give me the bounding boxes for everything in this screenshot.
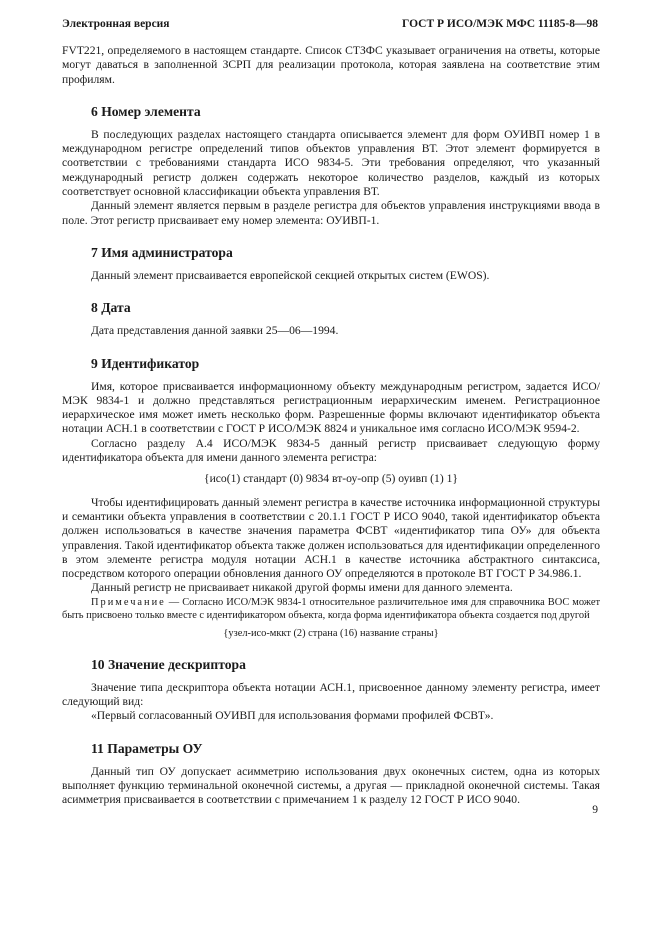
note-text: — Согласно ИСО/МЭК 9834-1 относительное различительное имя для справочника ВОС может быть присвоено только вместе с идентификатором объекта, когда форма идентификатора объекта создается под другой: [62, 596, 600, 621]
section-9-paragraph-1: Имя, которое присваивается информационному объекту международным регистром, задается ИСО/МЭК 9834-1 и должно представляться регистрационным иерархическим именем. Регистрационное иерархическое имя может иметь несколько форм. Разрешенные формы включают идентификатор объекта нотации АСН.1 в соответствии с ГОСТ Р ИСО/МЭК 8824 и уникальное имя согласно ИСО/МЭК 9594-2.: [62, 379, 600, 436]
section-8-paragraph-1: Дата представления данной заявки 25—06—1994.: [91, 324, 339, 338]
section-10-heading: 10 Значение дескриптора: [91, 656, 246, 672]
note-label: Примечание: [91, 596, 166, 608]
section-6-paragraph-2: Данный элемент является первым в разделе регистра для объектов управления инструкциями ввода в поле. Этот регистр присваивает ему номер элемента: ОУИВП-1.: [62, 199, 600, 227]
section-10-paragraph-2: «Первый согласованный ОУИВП для использования формами профилей ФСВТ».: [91, 709, 494, 723]
intro-paragraph: FVT221, определяемого в настоящем стандарте. Список СТЗФС указывает ограничения на ответы, которые могут даваться в заполненной ЗСРП для реализации протокола, которая заявлена на соответствие этим профилям.: [62, 44, 600, 86]
section-6-paragraph-1: В последующих разделах настоящего стандарта описывается элемент для форм ОУИВП номер 1 в международном регистре определений типов объектов управления ВТ. Этот элемент формируется в соответствии с требованиями стандарта ИСО 9834-5. Эти требования определяют, что указанный международный регистр должен содержать некоторое количество разделов, каждый из которых соответствует основной классификации объекта управления ВТ.: [62, 127, 600, 199]
header-standard-code: ГОСТ Р ИСО/МЭК МФС 11185-8—98: [402, 18, 598, 30]
section-9-note: [62, 596, 600, 622]
section-10-paragraph-1: Значение типа дескриптора объекта нотации АСН.1, присвоенное данному элементу регистра, имеет следующий вид:: [62, 680, 600, 709]
section-6-heading: 6 Номер элемента: [91, 103, 201, 119]
document-body: [62, 44, 600, 808]
section-11-paragraph-1: Данный тип ОУ допускает асимметрию использования двух оконечных систем, одна из которых выполняет функцию терминальной оконечной системы, а другая — прикладной оконечной системы. Такая асимметрия присваивается в соответствии с примечанием 1 к разделу 12 ГОСТ Р ИСО 9040.: [62, 764, 600, 807]
page-number: 9: [592, 803, 598, 816]
note-formula: {узел-исо-мккт (2) страна (16) название страны}: [223, 627, 439, 639]
section-7-paragraph-1: Данный элемент присваивается европейской секцией открытых систем (EWOS).: [91, 268, 490, 282]
section-8-heading: 8 Дата: [91, 300, 131, 316]
section-11-heading: 11 Параметры ОУ: [91, 740, 203, 756]
section-9-heading: 9 Идентификатор: [91, 355, 200, 371]
section-9-paragraph-2: Согласно разделу А.4 ИСО/МЭК 9834-5 данный регистр присваивает следующую форму идентификатора объекта для имени данного элемента регистра:: [62, 436, 600, 465]
section-7-heading: 7 Имя администратора: [91, 244, 233, 260]
object-identifier-formula: {исо(1) стандарт (0) 9834 вт-оу-опр (5) оуивп (1) 1}: [204, 472, 458, 486]
section-9-paragraph-3: Чтобы идентифицировать данный элемент регистра в качестве источника информационной структуры и семантики объекта управления в соответствии с 20.1.1 ГОСТ Р ИСО 9040, такой идентификатор объекта должен использоваться в качестве значения параметра ФСВТ «идентификатор типа ОУ» для объекта управления. Такой идентификатор объекта также должен использоваться для идентификации определенного в этом элементе регистра модуля нотации АСН.1 в качестве источника абстрактного синтаксиса, посредством которого операции обновления данного ОУ определяются в протоколе ВТ ГОСТ Р 34.986.1.: [62, 495, 600, 581]
section-9-paragraph-4: Данный регистр не присваивает никакой другой формы имени для данного элемента.: [91, 581, 513, 595]
header-edition-label: Электронная версия: [62, 18, 170, 30]
